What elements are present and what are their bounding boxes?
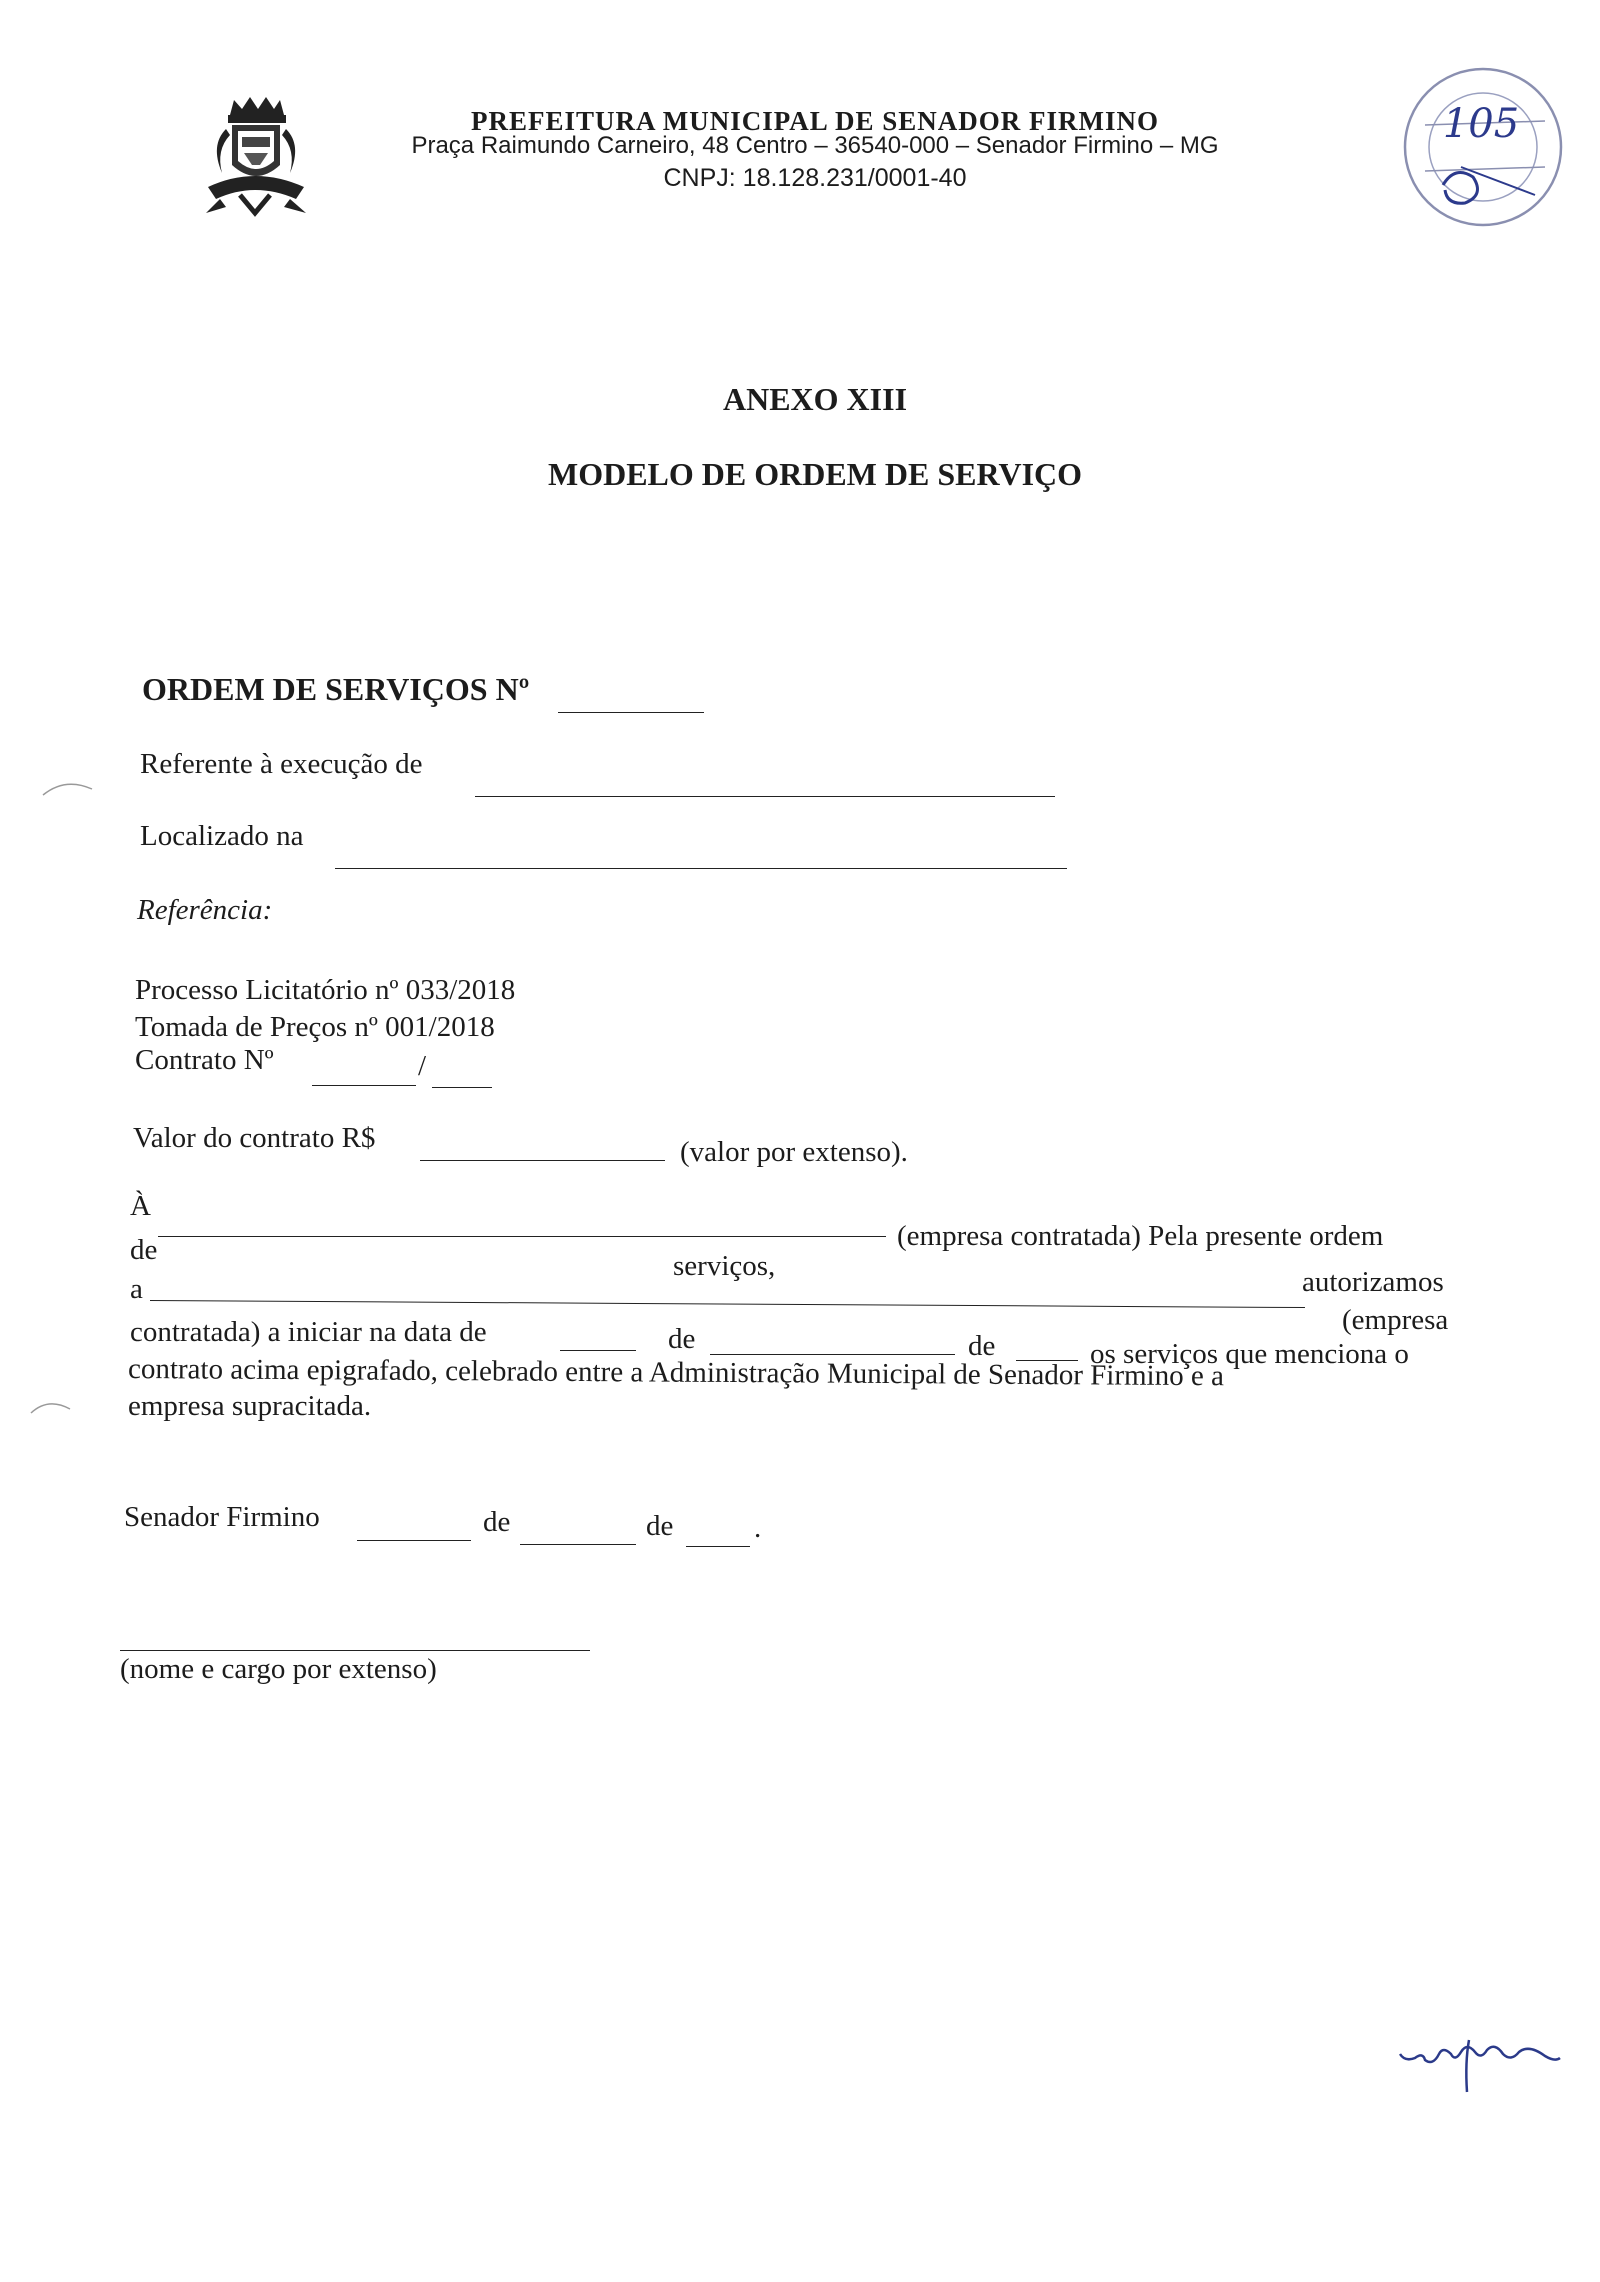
company-contracted-text: (empresa contratada) Pela presente ordem: [897, 1220, 1384, 1252]
execution-field[interactable]: [475, 796, 1055, 797]
contract-separator: /: [418, 1050, 427, 1082]
company-name-field[interactable]: [158, 1236, 886, 1237]
date-de-1: de: [668, 1323, 696, 1355]
price-quote-number: Tomada de Preços nº 001/2018: [135, 1011, 495, 1043]
signature-city: Senador Firmino: [124, 1501, 320, 1533]
paragraph-servicos: serviços,: [673, 1250, 776, 1282]
services-mentioned-text: os serviços que menciona o: [1090, 1338, 1409, 1370]
paragraph-empresa: (empresa: [1342, 1304, 1449, 1336]
paragraph-de: de: [130, 1234, 158, 1266]
contract-year-field[interactable]: [432, 1087, 492, 1088]
municipality-cnpj: CNPJ: 18.128.231/0001-40: [663, 164, 967, 192]
location-label: Localizado na: [140, 820, 304, 852]
annex-title: ANEXO XIII: [722, 381, 908, 417]
protocol-stamp: [1385, 55, 1575, 240]
start-day-field[interactable]: [560, 1350, 636, 1351]
signature-day-field[interactable]: [357, 1540, 471, 1541]
paragraph-line-3: empresa supracitada.: [128, 1390, 372, 1422]
to-label: À: [130, 1190, 151, 1222]
signature-de-1: de: [483, 1506, 511, 1538]
order-number-field[interactable]: [558, 712, 704, 713]
municipality-address: Praça Raimundo Carneiro, 48 Centro – 36540-000 – Senador Firmino – MG: [411, 132, 1219, 159]
paragraph-a: a: [130, 1273, 143, 1305]
contract-value-field[interactable]: [420, 1160, 665, 1161]
signature-caption: (nome e cargo por extenso): [120, 1653, 437, 1685]
signature-de-2: de: [646, 1510, 674, 1542]
start-date-text: contratada) a iniciar na data de: [130, 1316, 487, 1348]
authorized-company-field[interactable]: [150, 1300, 1305, 1308]
paragraph-line-2: contrato acima epigrafado, celebrado entre a Administração Municipal de Senador Firmino e a: [127, 1353, 1225, 1393]
stamp-page-number: 105: [1442, 101, 1520, 147]
contract-value-label: Valor do contrato R$: [133, 1122, 376, 1154]
document-title: MODELO DE ORDEM DE SERVIÇO: [547, 456, 1083, 492]
municipality-name: PREFEITURA MUNICIPAL DE SENADOR FIRMINO: [470, 106, 1160, 136]
date-de-2: de: [968, 1330, 996, 1362]
municipal-coat-of-arms-icon: [200, 95, 310, 220]
signature-month-field[interactable]: [520, 1544, 636, 1545]
contract-label: Contrato Nº: [135, 1044, 274, 1076]
contract-number-field[interactable]: [312, 1085, 416, 1086]
reference-label: Referência:: [137, 894, 273, 926]
paragraph-autorizamos: autorizamos: [1302, 1266, 1444, 1298]
margin-mark: [40, 775, 95, 800]
value-in-words-label: (valor por extenso).: [680, 1136, 908, 1168]
margin-mark: [28, 1395, 73, 1417]
signature-line[interactable]: [120, 1650, 590, 1651]
handwritten-rubric: [1395, 2032, 1565, 2097]
start-month-field[interactable]: [710, 1354, 955, 1355]
signature-dot: .: [754, 1512, 762, 1544]
execution-label: Referente à execução de: [140, 748, 423, 780]
bidding-process-number: Processo Licitatório nº 033/2018: [135, 974, 516, 1006]
location-field[interactable]: [335, 868, 1067, 869]
signature-year-field[interactable]: [686, 1546, 750, 1547]
service-order-title: ORDEM DE SERVIÇOS Nº: [142, 671, 530, 707]
